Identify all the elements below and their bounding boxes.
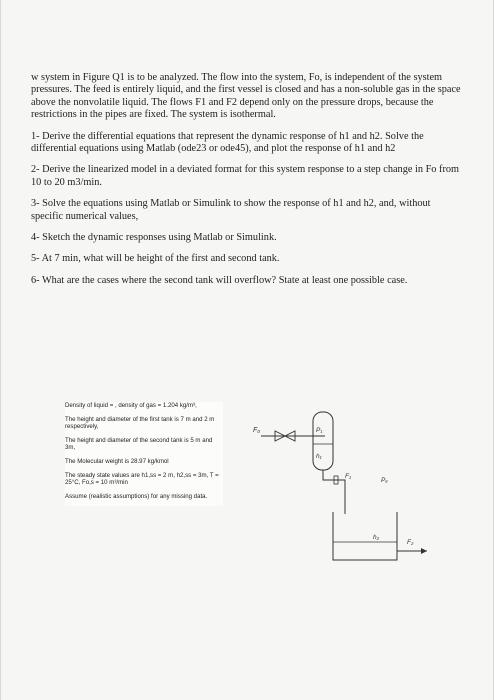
label-h2: h₂ (373, 534, 380, 541)
given-tank2: The height and diameter of the second tank is 5 m and 3m, (65, 436, 213, 452)
label-f2: F₂ (407, 539, 414, 546)
given-density: Density of liquid = , density of gas = 1.204 kg/m³, (65, 402, 197, 409)
tank-1 (313, 412, 333, 470)
figure-q1-sketch (241, 402, 441, 582)
question-2: 2- Derive the linearized model in a deviated format for this system response to a step change in Fo from 10 to 20 m3/min. (31, 164, 460, 188)
tank-2 (333, 512, 397, 560)
given-data-box (65, 402, 223, 506)
given-tank1: The height and diameter of the first tank is 7 m and 2 m respectively, (65, 415, 215, 431)
question-6: 6- What are the cases where the second tank will overflow? State at least one possible case. (31, 274, 408, 286)
given-steady-state: The steady state values are h1,ss = 2 m, h2,ss = 3m, T = 25°C, Fo,s = 10 m³/min (65, 471, 219, 487)
question-4: 4- Sketch the dynamic responses using Matlab or Simulink. (31, 232, 277, 244)
label-p1: P₁ (316, 427, 323, 434)
label-f1: F₁ (345, 473, 352, 480)
question-5: 5- At 7 min, what will be height of the first and second tank. (31, 253, 280, 265)
problem-text (31, 72, 463, 296)
label-pa: Pₐ (381, 477, 388, 484)
given-molecular-weight: The Molecular weight is 28.97 kg/kmol (65, 457, 169, 465)
label-h1: h₁ (316, 453, 322, 460)
intro-paragraph: w system in Figure Q1 is to be analyzed. The flow into the system, Fo, is independent of the system pressures. The feed is entirely liquid, and the first vessel is closed and has a non-soluble gas in the space above the nonvolatile liquid. The flows F1 and F2 depend only on the pressure drops, because the restrictions in the pipes are fixed. The system is isothermal. (31, 72, 461, 121)
question-3: 3- Solve the equations using Matlab or Simulink to show the response of h1 and h2, and, without specific numerical values, (31, 198, 431, 222)
label-f0: F₀ (253, 427, 261, 434)
question-1: 1- Derive the differential equations that represent the dynamic response of h1 and h2. Solve the differential equations using Matlab (ode23 or ode45), and plot the response of h1 and h2 (31, 130, 424, 155)
outlet-arrow-icon (421, 548, 427, 554)
given-assumption: Assume (realistic assumptions) for any missing data. (65, 492, 208, 500)
